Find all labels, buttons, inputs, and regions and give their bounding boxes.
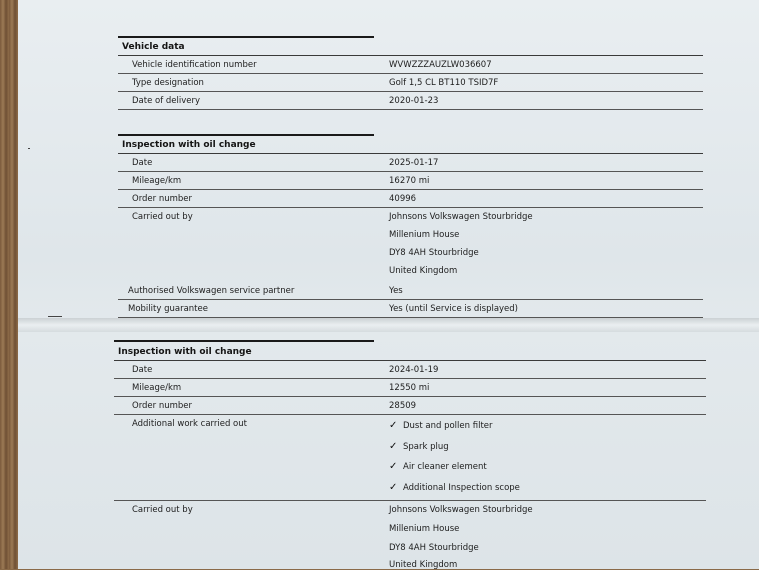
- inspection-section-2: [114, 340, 706, 569]
- type-label: Type designation: [132, 78, 204, 88]
- dealer-city: DY8 4AH Stourbridge: [389, 543, 479, 553]
- order-value: 40996: [389, 194, 417, 204]
- table-row: [118, 300, 703, 318]
- additional-work-row: [114, 415, 706, 501]
- date-label: Date: [132, 365, 153, 375]
- mobility-value: Yes (until Service is displayed): [389, 304, 519, 314]
- document-paper: [18, 0, 759, 569]
- section-bar: [118, 36, 374, 38]
- order-label: Order number: [132, 194, 193, 204]
- table-row: [114, 361, 706, 379]
- additional-item: ✓ Air cleaner element: [389, 461, 487, 472]
- additional-work-label: Additional work carried out: [132, 419, 247, 429]
- additional-item: ✓ Additional Inspection scope: [389, 482, 520, 493]
- dealer-street: Millenium House: [389, 230, 460, 240]
- table-row: [118, 154, 703, 172]
- partner-label: Authorised Volkswagen service partner: [128, 286, 295, 296]
- section-title: Inspection with oil change: [122, 140, 256, 150]
- check-icon: ✓: [389, 461, 398, 472]
- table-row: [118, 282, 703, 300]
- carried-out-row: [114, 501, 706, 569]
- carried-out-row: [118, 208, 703, 284]
- date-value: 2025-01-17: [389, 158, 439, 168]
- table-row: [118, 190, 703, 208]
- partner-value: Yes: [389, 286, 403, 296]
- type-value: Golf 1,5 CL BT110 TSID7F: [389, 78, 499, 88]
- dealer-name: Johnsons Volkswagen Stourbridge: [389, 212, 533, 222]
- dealer-street: Millenium House: [389, 524, 460, 534]
- order-label: Order number: [132, 401, 193, 411]
- order-value: 28509: [389, 401, 417, 411]
- table-row: [118, 92, 703, 110]
- date-value: 2024-01-19: [389, 365, 439, 375]
- mileage-value: 12550 mi: [389, 383, 430, 393]
- dealer-city: DY8 4AH Stourbridge: [389, 248, 479, 258]
- section-bar: [114, 340, 374, 342]
- mileage-label: Mileage/km: [132, 383, 182, 393]
- table-row: [114, 379, 706, 397]
- delivery-value: 2020-01-23: [389, 96, 439, 106]
- date-label: Date: [132, 158, 153, 168]
- carried-out-label: Carried out by: [132, 212, 193, 222]
- vehicle-data-section: [118, 36, 703, 116]
- check-icon: ✓: [389, 482, 398, 493]
- dealer-country: United Kingdom: [389, 266, 458, 276]
- section-title: Vehicle data: [122, 42, 185, 52]
- section-bar: [118, 134, 374, 136]
- mileage-value: 16270 mi: [389, 176, 430, 186]
- mileage-label: Mileage/km: [132, 176, 182, 186]
- table-row: [118, 172, 703, 190]
- vin-label: Vehicle identification number: [132, 60, 257, 70]
- additional-item: ✓ Spark plug: [389, 441, 449, 452]
- inspection-section-1: [118, 134, 703, 320]
- dealer-name: Johnsons Volkswagen Stourbridge: [389, 505, 533, 515]
- service-record: [18, 0, 759, 569]
- delivery-label: Date of delivery: [132, 96, 201, 106]
- check-icon: ✓: [389, 420, 398, 431]
- table-row: [118, 74, 703, 92]
- table-row: [114, 397, 706, 415]
- carried-out-label: Carried out by: [132, 505, 193, 515]
- section-title: Inspection with oil change: [118, 347, 252, 357]
- vin-value: WVWZZZAUZLW036607: [389, 60, 492, 70]
- dealer-country: United Kingdom: [389, 560, 458, 570]
- mobility-label: Mobility guarantee: [128, 304, 208, 314]
- table-row: [118, 56, 703, 74]
- check-icon: ✓: [389, 441, 398, 452]
- additional-item: ✓ Dust and pollen filter: [389, 420, 493, 431]
